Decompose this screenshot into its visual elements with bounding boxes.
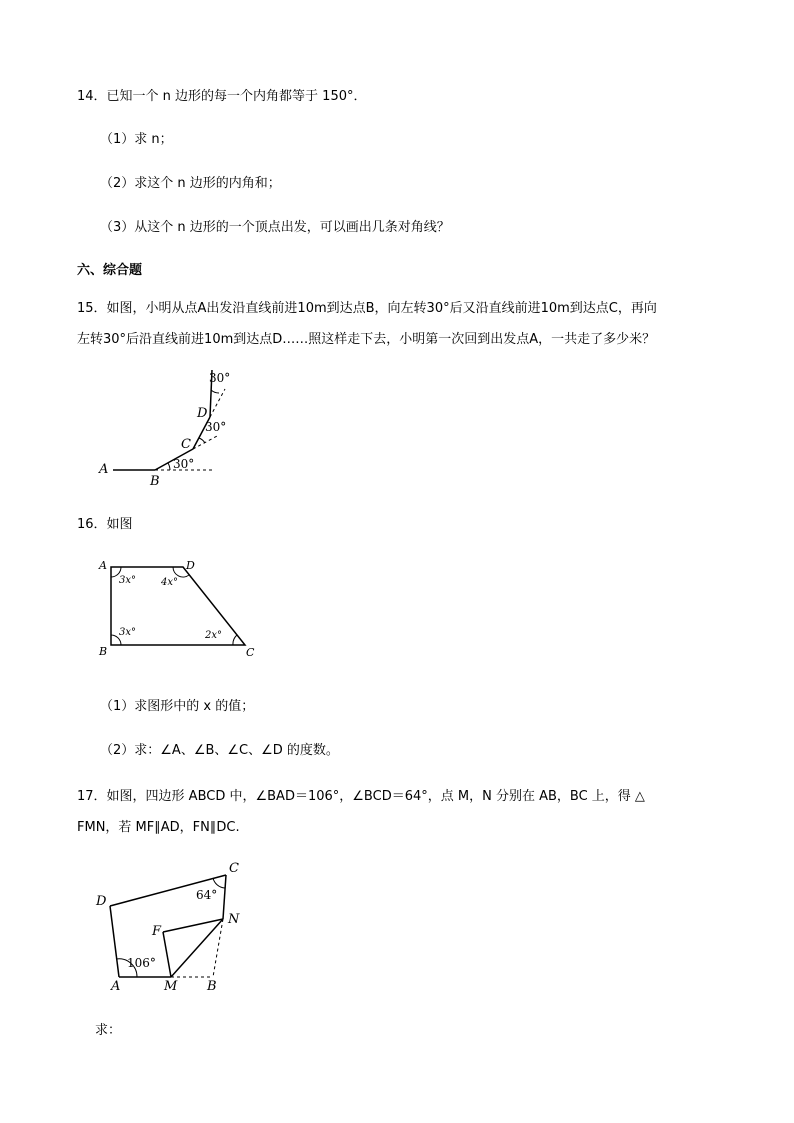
label-m: M	[164, 979, 178, 994]
label-d: D	[186, 559, 195, 572]
angle-label-2: 30°	[205, 420, 227, 434]
label-b: B	[207, 979, 217, 994]
label-f: F	[152, 924, 162, 939]
angle-label-a: 106°	[127, 956, 156, 970]
angle-label-1: 30°	[173, 457, 195, 471]
q14-stem: 14．已知一个 n 边形的每一个内角都等于 150°．	[77, 89, 367, 104]
angle-arc-c	[213, 878, 225, 888]
label-d: D	[197, 406, 208, 421]
segment-mn	[171, 919, 223, 977]
angle-arc-c	[199, 438, 205, 443]
segment-cn	[223, 875, 226, 919]
angle-label-d: 4x°	[161, 577, 179, 588]
angle-arc-d	[211, 390, 219, 393]
q14-part3: （3）从这个 n 边形的一个顶点出发，可以画出几条对角线？	[100, 220, 450, 235]
label-n: N	[228, 912, 240, 927]
angle-arc-b	[168, 463, 170, 470]
label-a: A	[111, 979, 121, 994]
label-c: C	[246, 646, 255, 659]
angle-label-3: 30°	[209, 371, 231, 385]
segment-da	[110, 906, 119, 977]
angle-label-a: 3x°	[119, 575, 137, 586]
q17-line2: FMN，若 MF∥AD，FN∥DC.	[77, 820, 240, 835]
q17-ask: 求：	[95, 1023, 122, 1038]
label-a: A	[99, 559, 107, 572]
q14-part2: （2）求这个 n 边形的内角和；	[100, 176, 281, 191]
angle-arc-c	[233, 635, 237, 645]
q17-figure	[92, 857, 252, 995]
q15-line2: 左转30°后沿直线前进10m到达点D……照这样走下去，小明第一次回到出发点A，一共走了多少米？	[77, 332, 656, 347]
q16-part2: （2）求：∠A、∠B、∠C、∠D 的度数。	[100, 743, 339, 758]
label-c: C	[181, 437, 191, 452]
label-c: C	[229, 861, 239, 876]
angle-label-c: 64°	[196, 888, 218, 902]
q15-figure	[95, 365, 235, 487]
label-b: B	[150, 474, 160, 489]
label-a: A	[99, 462, 109, 477]
label-d: D	[96, 894, 107, 909]
label-b: B	[99, 645, 108, 658]
segment-mf	[163, 932, 171, 977]
angle-label-c: 2x°	[205, 630, 223, 641]
q17-line1: 17．如图，四边形 ABCD 中，∠BAD＝106°，∠BCD＝64°，点 M，N 分别在 AB，BC 上，得 △	[77, 789, 645, 804]
section-title: 六、综合题	[77, 263, 143, 278]
q16-stem: 16．如图	[77, 517, 133, 532]
q16-figure	[95, 557, 265, 659]
q16-part1: （1）求图形中的 x 的值；	[100, 699, 255, 714]
q14-part1: （1）求 n；	[100, 132, 173, 147]
q15-line1: 15．如图，小明从点A出发沿直线前进10m到达点B，向左转30°后又沿直线前进10m到达点C，再向	[77, 301, 657, 316]
angle-label-b: 3x°	[119, 627, 137, 638]
